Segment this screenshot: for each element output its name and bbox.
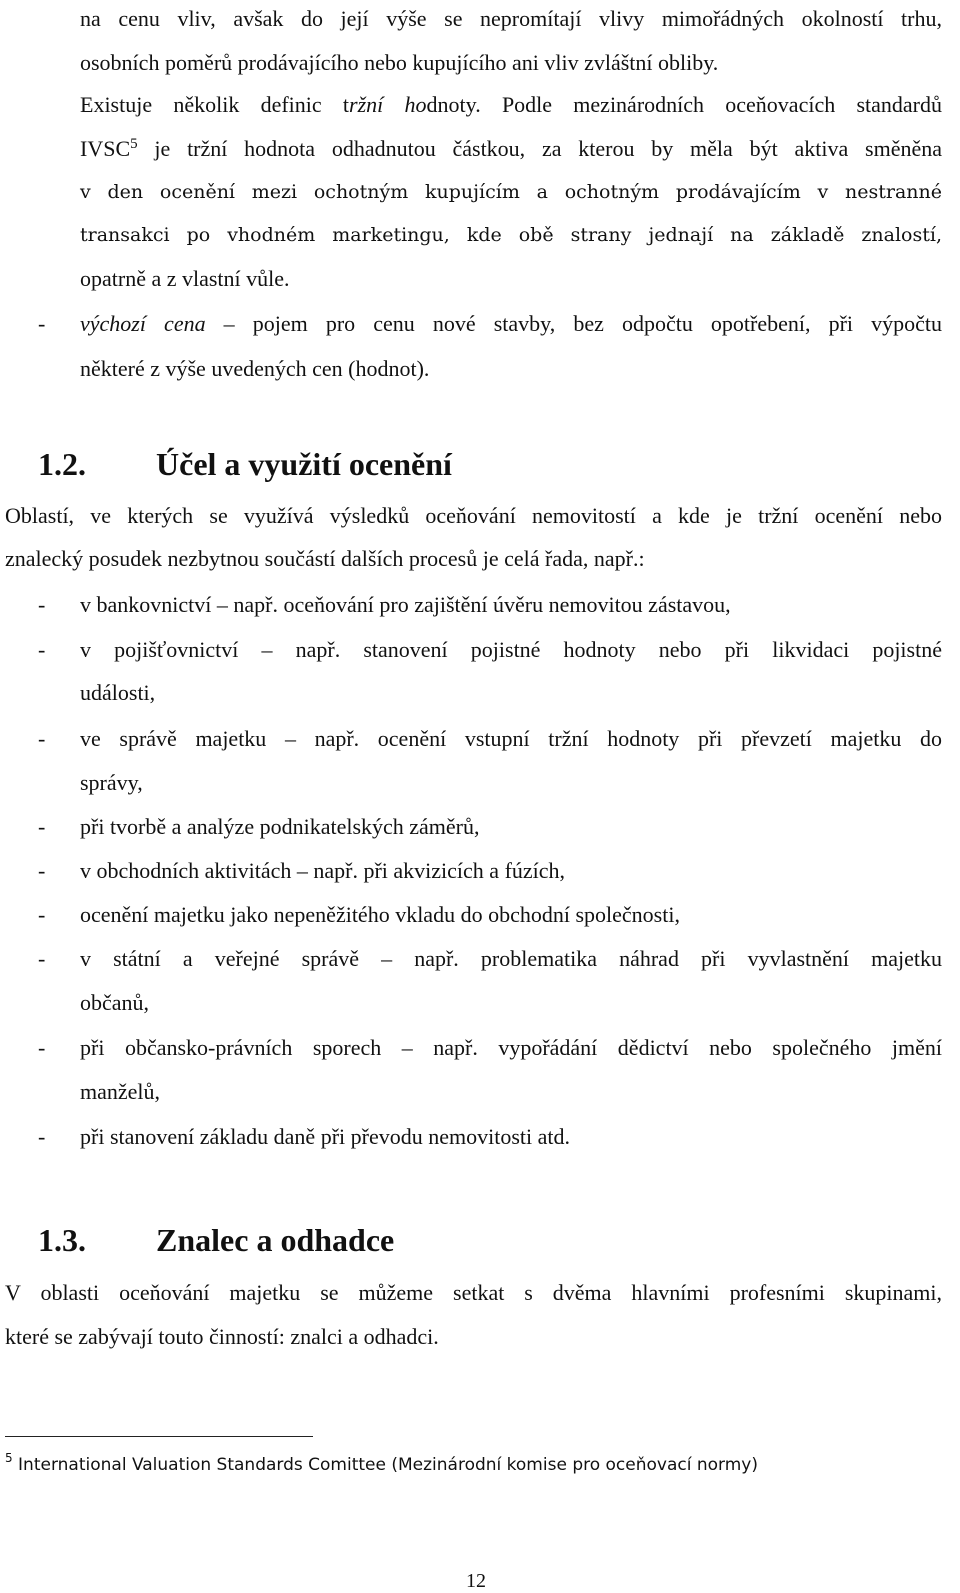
list-item-civil-disputes: při občansko-právních sporech – např. vypořádání dědictví nebo společného jmění	[80, 1035, 942, 1060]
section-1-3-number: 1.3.	[38, 1222, 86, 1258]
intro-line-3-italic: ržní ho	[349, 92, 427, 117]
intro-line-7: opatrně a z vlastní vůle.	[80, 266, 290, 291]
footnote	[5, 1451, 758, 1476]
vychozi-line-2: některé z výše uvedených cen (hodnot).	[80, 356, 430, 381]
footnote-marker: 5	[5, 1451, 13, 1465]
intro-line-2: osobních poměrů prodávajícího nebo kupujícího ani vliv zvláštní obliby.	[80, 50, 719, 75]
list-dash: -	[38, 1035, 46, 1060]
list-dash: -	[38, 814, 46, 839]
list-item-public-administration-cont: občanů,	[80, 990, 150, 1015]
page-number: 12	[466, 1570, 486, 1592]
list-item-civil-disputes-cont: manželů,	[80, 1079, 161, 1104]
footnote-ref: 5	[130, 136, 138, 152]
list-item-banking: v bankovnictví – např. oceňování pro zajištění úvěru nemovitou zástavou,	[80, 592, 731, 617]
footnote-text: International Valuation Standards Comittee (Mezinárodní komise pro oceňovací normy)	[18, 1455, 758, 1475]
section-1-3-para-line-2: které se zabývají touto činností: znalci a odhadci.	[5, 1324, 439, 1349]
list-item-asset-management-cont: správy,	[80, 770, 143, 795]
section-1-2-number: 1.2.	[38, 446, 86, 482]
intro-line-4-post: je tržní hodnota odhadnutou částkou, za kterou by měla být aktiva směněna	[137, 136, 942, 161]
intro-line-3	[80, 92, 942, 118]
list-item-business-plans: při tvorbě a analýze podnikatelských záměrů,	[80, 814, 480, 839]
list-dash: -	[38, 902, 46, 927]
intro-line-1: na cenu vliv, avšak do její výše se nepromítají vlivy mimořádných okolností trhu,	[80, 6, 942, 31]
intro-line-6: transakci po vhodném marketingu, kde obě strany jednají na základě znalostí,	[80, 224, 942, 246]
list-item-insurance-cont: události,	[80, 680, 156, 705]
list-dash: -	[38, 858, 46, 883]
list-dash: -	[38, 311, 46, 336]
list-item-business-activities: v obchodních aktivitách – např. při akvizicích a fúzích,	[80, 858, 566, 883]
section-1-3-para-line-1: V oblasti oceňování majetku se můžeme setkat s dvěma hlavními profesními skupinami,	[5, 1280, 942, 1305]
list-dash: -	[38, 726, 46, 751]
section-1-3-title: Znalec a odhadce	[156, 1222, 395, 1258]
list-item-tax-base: při stanovení základu daně při převodu nemovitosti atd.	[80, 1124, 570, 1149]
section-1-2-para-line-2: znalecký posudek nezbytnou součástí dalších procesů je celá řada, např.:	[5, 546, 645, 571]
intro-line-5: v den ocenění mezi ochotným kupujícím a ochotným prodávajícím v nestranné	[80, 181, 942, 203]
intro-line-3-pre: Existuje několik definic t	[80, 92, 350, 117]
section-1-2-title: Účel a využití ocenění	[156, 446, 452, 482]
vychozi-line-1	[80, 311, 942, 337]
list-item-asset-management: ve správě majetku – např. ocenění vstupní tržní hodnoty při převzetí majetku do	[80, 726, 942, 751]
ivsc-label: IVSC	[80, 136, 131, 161]
list-dash: -	[38, 946, 46, 971]
footnote-separator	[5, 1436, 313, 1437]
list-item-non-monetary-contribution: ocenění majetku jako nepeněžitého vkladu do obchodní společnosti,	[80, 902, 680, 927]
section-1-2-para-line-1: Oblastí, ve kterých se využívá výsledků oceňování nemovitostí a kde je tržní ocenění nebo	[5, 503, 942, 528]
list-item-insurance: v pojišťovnictví – např. stanovení pojistné hodnoty nebo při likvidaci pojistné	[80, 637, 942, 662]
list-dash: -	[38, 637, 46, 662]
list-item-public-administration: v státní a veřejné správě – např. problematika náhrad při vyvlastnění majetku	[80, 946, 942, 971]
intro-line-4	[80, 136, 942, 162]
list-dash: -	[38, 592, 46, 617]
vychozi-term: výchozí cena	[80, 311, 206, 336]
intro-line-3-post: dnoty. Podle mezinárodních oceňovacích standardů	[426, 92, 942, 117]
vychozi-rest: – pojem pro cenu nové stavby, bez odpočtu opotřebení, při výpočtu	[205, 311, 943, 336]
list-dash: -	[38, 1124, 46, 1149]
